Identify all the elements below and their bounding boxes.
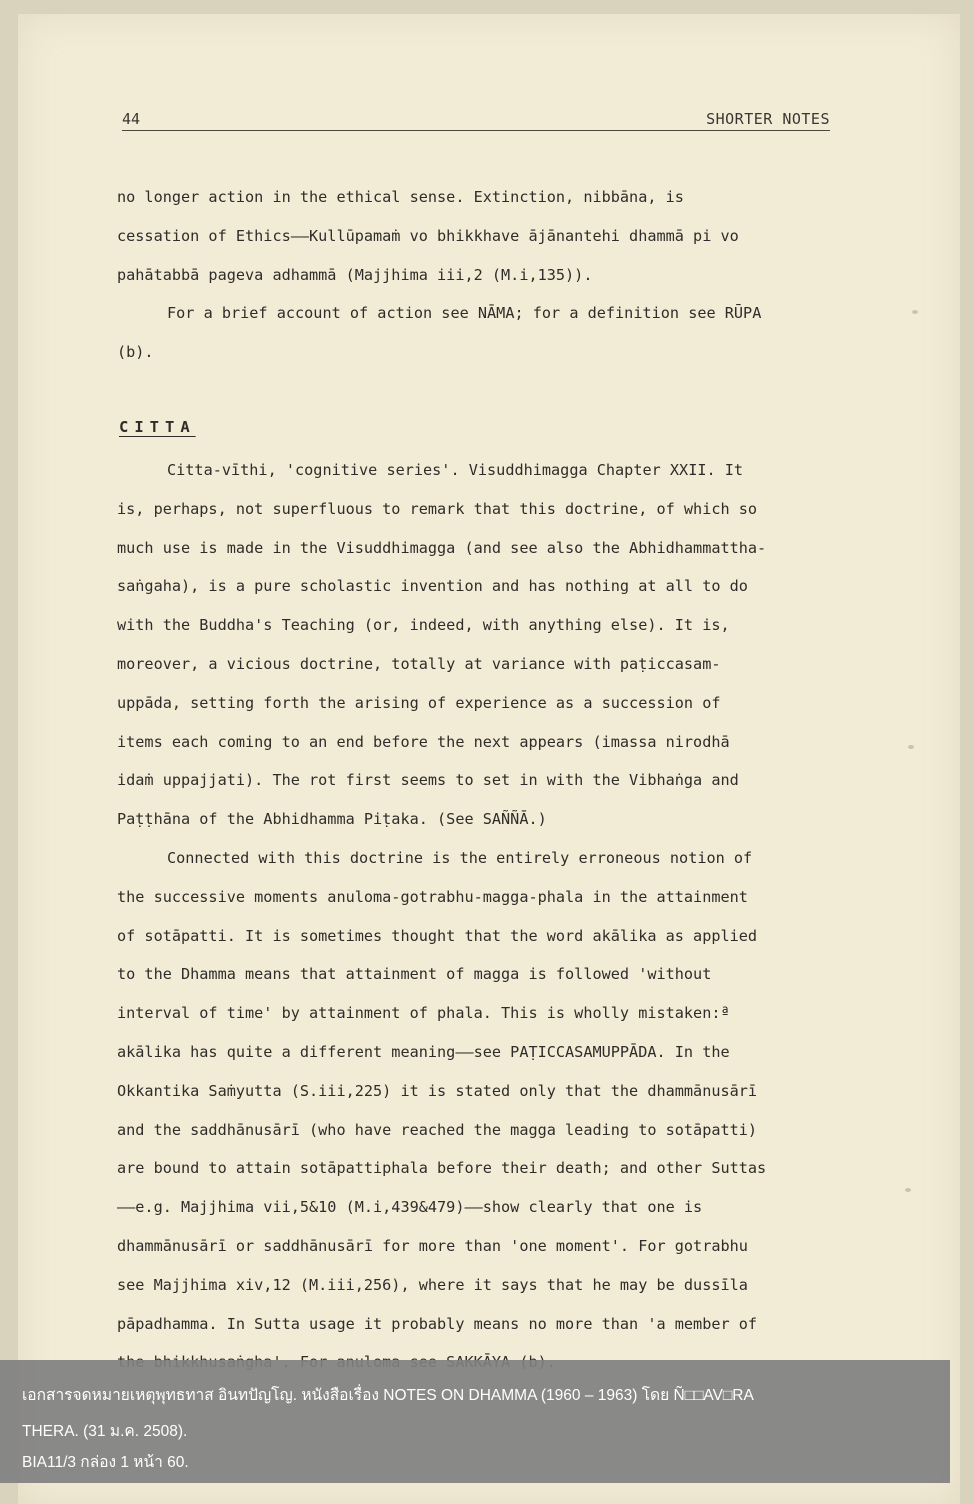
text-line: pāpadhamma. In Sutta usage it probably means no more than 'a member of bbox=[117, 1314, 758, 1333]
text-line: of sotāpatti. It is sometimes thought that the word akālika as applied bbox=[117, 926, 758, 945]
text-line: interval of time' by attainment of phala. This is wholly mistaken:ª bbox=[117, 1004, 730, 1023]
page-number: 44 bbox=[122, 110, 141, 128]
paragraph-block-2 bbox=[117, 451, 829, 1382]
text-line: Connected with this doctrine is the entirely erroneous notion of bbox=[167, 848, 753, 867]
text-line: Okkantika Saṁyutta (S.iii,225) it is stated only that the dhammānusārī bbox=[117, 1081, 758, 1100]
caption-line-3: BIA11/3 กล่อง 1 หน้า 60. bbox=[22, 1454, 189, 1471]
text-line: to the Dhamma means that attainment of magga is followed 'without bbox=[117, 965, 712, 984]
text-line: is, perhaps, not superfluous to remark that this doctrine, of which so bbox=[117, 499, 758, 518]
text-line: akālika has quite a different meaning——see PAṬICCASAMUPPĀDA. In the bbox=[117, 1042, 730, 1061]
text-line: For a brief account of action see NĀMA; for a definition see RŪPA bbox=[167, 304, 762, 323]
text-line: moreover, a vicious doctrine, totally at variance with paṭiccasam- bbox=[117, 654, 721, 673]
text-line: idaṁ uppajjati). The rot first seems to set in with the Vibhaṅga and bbox=[117, 771, 739, 790]
text-line: (b). bbox=[117, 343, 154, 362]
running-title: SHORTER NOTES bbox=[706, 110, 830, 128]
paragraph-block-1 bbox=[117, 178, 829, 372]
text-line: dhammānusārī or saddhānusārī for more than 'one moment'. For gotrabhu bbox=[117, 1236, 748, 1255]
text-line: see Majjhima xiv,12 (M.iii,256), where it says that he may be dussīla bbox=[117, 1275, 748, 1294]
text-line: Paṭṭhāna of the Abhidhamma Piṭaka. (See SAÑÑĀ.) bbox=[117, 810, 547, 829]
paper-speck bbox=[908, 745, 914, 749]
text-line: much use is made in the Visuddhimagga (and see also the Abhidhammattha- bbox=[117, 538, 767, 557]
text-line: are bound to attain sotāpattiphala before their death; and other Suttas bbox=[117, 1159, 767, 1178]
text-line: and the saddhānusārī (who have reached the magga leading to sotāpatti) bbox=[117, 1120, 758, 1139]
paper-speck bbox=[912, 310, 918, 314]
text-line: pahātabbā pageva adhammā (Majjhima iii,2 (M.i,135)). bbox=[117, 265, 593, 284]
text-line: uppāda, setting forth the arising of experience as a succession of bbox=[117, 693, 721, 712]
caption-line-1: เอกสารจดหมายเหตุพุทธทาส อินทปัญโญ. หนังสือเรื่อง NOTES ON DHAMMA (1960 – 1963) โดย Ñ□□AV□RA bbox=[22, 1387, 754, 1404]
paper-speck bbox=[905, 1188, 911, 1192]
text-line: ——e.g. Majjhima vii,5&10 (M.i,439&479)——show clearly that one is bbox=[117, 1198, 703, 1217]
text-line: no longer action in the ethical sense. Extinction, nibbāna, is bbox=[117, 188, 684, 206]
section-heading: CITTA bbox=[119, 418, 196, 436]
text-line: Citta-vīthi, 'cognitive series'. Visuddhimagga Chapter XXII. It bbox=[167, 461, 744, 479]
text-line: cessation of Ethics——Kullūpamaṁ vo bhikkhave ājānantehi dhammā pi vo bbox=[117, 226, 739, 245]
archive-caption bbox=[0, 1360, 950, 1483]
page-header bbox=[122, 110, 830, 131]
text-line: with the Buddha's Teaching (or, indeed, with anything else). It is, bbox=[117, 616, 730, 635]
text-line: items each coming to an end before the next appears (imassa nirodhā bbox=[117, 732, 730, 751]
caption-line-2: THERA. (31 ม.ค. 2508). bbox=[22, 1423, 188, 1440]
text-line: saṅgaha), is a pure scholastic invention and has nothing at all to do bbox=[117, 577, 748, 596]
text-line: the successive moments anuloma-gotrabhu-magga-phala in the attainment bbox=[117, 887, 748, 906]
